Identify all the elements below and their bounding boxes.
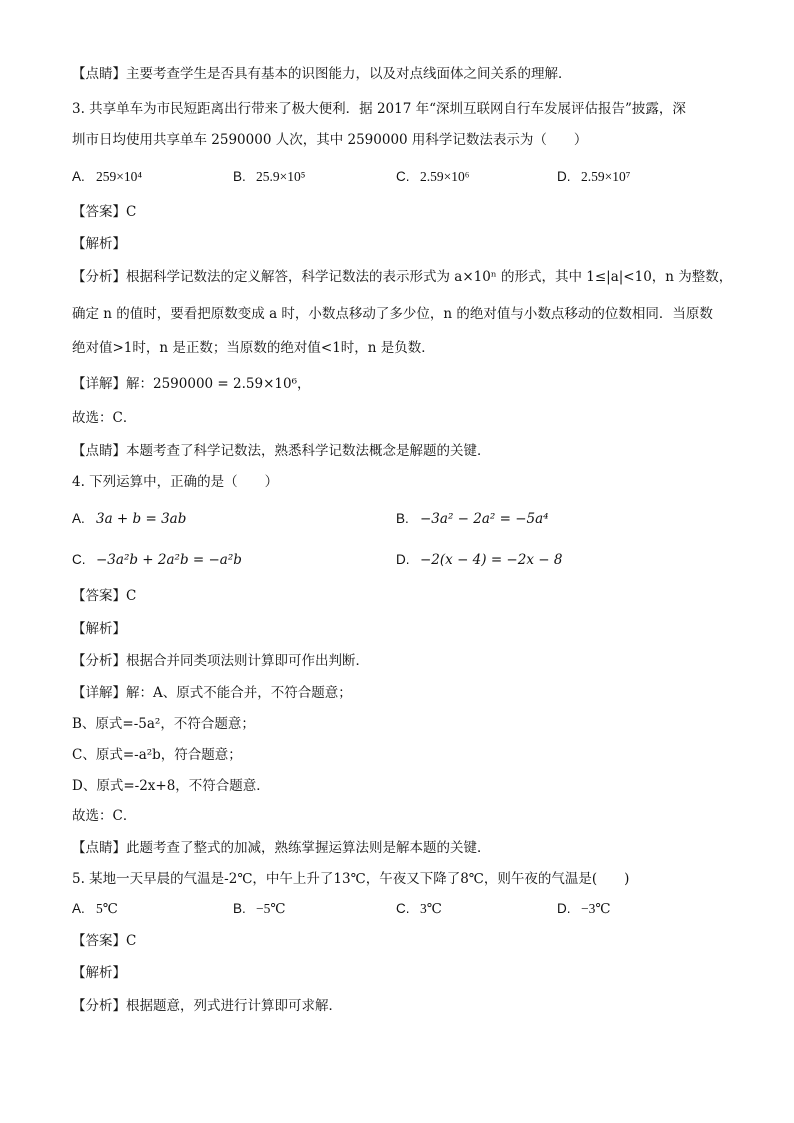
analysis-q4: 【分析】根据合并同类项法则计算即可作出判断． <box>72 653 369 669</box>
comment-q4: 【点睛】此题考查了整式的加减，熟练掌握运算法则是解本题的关键． <box>72 840 491 856</box>
q3-option-b-expr: 25.9×10⁵ <box>256 169 306 184</box>
q5-option-a-label: A. <box>72 901 85 916</box>
q4-option-a-label: A. <box>72 511 85 526</box>
analysis-heading-q5: 【解析】 <box>72 965 126 981</box>
q5-option-b-label: B. <box>233 901 246 916</box>
detail-q4-b: B、原式=-5a²，不符合题意； <box>72 716 255 732</box>
analysis-q3-2: 确定 n 的值时，要看把原数变成 a 时，小数点移动了多少位，n 的绝对值与小数点移动的位数相同．当原数 <box>72 306 713 322</box>
q4-option-b-label: B. <box>396 511 409 526</box>
q5-option-c-expr: 3℃ <box>420 901 442 916</box>
q4-option-d-label: D. <box>396 552 410 567</box>
question-3-text-1: 3. 共享单车为市民短距离出行带来了极大便利．据 2017 年“深圳互联网自行车发展评估报告”披露，深 <box>72 101 686 117</box>
q4-option-a-expr: 3a + b = 3ab <box>96 511 187 527</box>
q5-option-b-expr: −5℃ <box>256 901 286 916</box>
q5-option-d-label: D. <box>557 901 571 916</box>
q3-option-a-label: A. <box>72 169 85 184</box>
q3-option-b-label: B. <box>233 169 246 184</box>
answer-q5: 【答案】C <box>72 933 137 949</box>
analysis-q3-1: 【分析】根据科学记数法的定义解答，科学记数法的表示形式为 a×10ⁿ 的形式，其中 1≤|a|<10，n 为整数， <box>72 269 733 285</box>
question-3-text-2: 圳市日均使用共享单车 2590000 人次，其中 2590000 用科学记数法表示为（ ） <box>72 132 588 148</box>
q5-option-d-expr: −3℃ <box>581 901 611 916</box>
q5-option-c-label: C. <box>396 901 410 916</box>
detail-q3: 【详解】解：2590000 = 2.59×10⁶， <box>72 376 311 392</box>
q3-option-c-label: C. <box>396 169 410 184</box>
q4-option-d-expr: −2(x − 4) = −2x − 8 <box>420 552 563 568</box>
q3-option-c-expr: 2.59×10⁶ <box>420 169 470 184</box>
analysis-heading-q3: 【解析】 <box>72 236 126 252</box>
analysis-q3-3: 绝对值>1时，n 是正数；当原数的绝对值<1时，n 是负数． <box>72 340 435 356</box>
analysis-q5: 【分析】根据题意，列式进行计算即可求解． <box>72 998 342 1014</box>
comment-q3: 【点睛】本题考查了科学记数法，熟悉科学记数法概念是解题的关键． <box>72 443 491 459</box>
analysis-heading-q4: 【解析】 <box>72 621 126 637</box>
q4-option-c-expr: −3a²b + 2a²b = −a²b <box>96 552 242 568</box>
comment-q2: 【点睛】主要考查学生是否具有基本的识图能力，以及对点线面体之间关系的理解． <box>72 66 572 82</box>
choice-q3: 故选：C． <box>72 410 137 426</box>
q3-option-a-expr: 259×10⁴ <box>96 169 143 184</box>
choice-q4: 故选：C． <box>72 808 137 824</box>
detail-q4: 【详解】解：A、原式不能合并，不符合题意； <box>72 685 352 701</box>
detail-q4-c: C、原式=-a²b，符合题意； <box>72 747 242 763</box>
question-4-text: 4. 下列运算中，正确的是（ ） <box>72 474 279 490</box>
q5-option-a-expr: 5℃ <box>96 901 118 916</box>
detail-q4-d: D、原式=-2x+8，不符合题意． <box>72 778 270 794</box>
q3-option-d-expr: 2.59×10⁷ <box>581 169 631 184</box>
answer-q4: 【答案】C <box>72 588 137 604</box>
q4-option-b-expr: −3a² − 2a² = −5a⁴ <box>420 511 549 527</box>
question-5-text: 5. 某地一天早晨的气温是-2℃，中午上升了13℃，午夜又下降了8℃，则午夜的气温是( ) <box>72 871 630 887</box>
q3-option-d-label: D. <box>557 169 571 184</box>
answer-q3: 【答案】C <box>72 204 137 220</box>
q4-option-c-label: C. <box>72 552 86 567</box>
